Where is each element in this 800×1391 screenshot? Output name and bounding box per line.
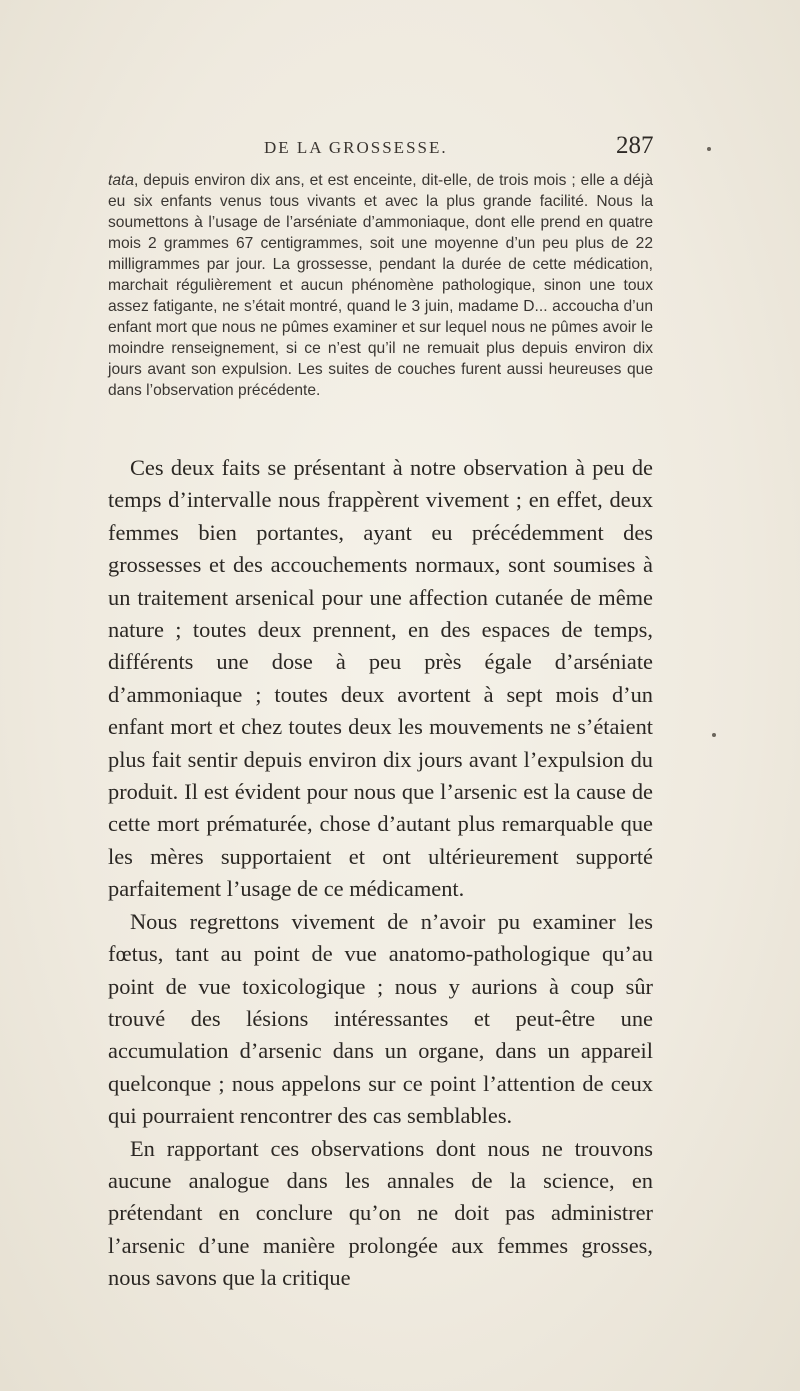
running-title: DE LA GROSSESSE. [264,138,448,157]
paragraph-critique: En rapportant ces observations dont nous ne trouvons aucune analogue dans les annales de la science, en prétendant en conclure qu’on ne doit pas administrer l’arsenic d’une manière prolongée aux femmes grosses, nous savons que la critique [108,1135,653,1291]
paragraph-conclusion: Ces deux faits se présentant à notre observation à peu de temps d’intervalle nous frappèrent vivement ; en effet, deux femmes bien portantes, ayant eu précédemment des grossesses et des accouchements normaux, sont soumises à un traitement arsenical pour une affection cutanée de même nature ; toutes deux prennent, en des espaces de temps, différents une dose à peu près égale d’arséniate d’ammoniaque ; toutes deux avortent à sept mois d’un enfant mort et chez toutes deux les mouvements ne s’étaient plus fait sentir depuis environ dix jours avant l’expulsion du produit. Il est évident pour nous que l’arsenic est la cause de cette mort prématurée, chose d’autant plus remarquable que les mères supportaient et ont ultérieurement supporté parfaitement l’usage de ce médicament. [108,455,653,902]
observation-text [108,170,653,401]
observation-paragraph [108,170,653,401]
main-text [108,452,653,1295]
paragraph-regret: Nous regrettons vivement de n’avoir pu examiner les fœtus, tant au point de vue anatomo-pathologique qu’au point de vue toxicologique ; nous y aurions à coup sûr trouvé des lésions intéressantes et peut-être une accumulation d’arsenic dans un organe, dans un appareil quelconque ; nous appelons sur ce point l’attention de ceux qui pourraient rencontrer des cas semblables. [108,908,653,1129]
paper-speck [712,733,716,737]
page-header [258,132,658,168]
observation-italic-lead: tata [108,172,135,189]
page-number: 287 [616,132,654,159]
paper-speck [707,147,711,151]
observation-body: , depuis environ dix ans, et est enceinte, dit-elle, de trois mois ; elle a déjà eu six enfants venus tous vivants et avec la plus grande facilité. Nous la soumettons à l’usage de l’arséniate d’ammoniaque, dont elle prend en quatre mois 2 grammes 67 centigrammes, soit une moyenne d’un peu plus de 22 milligrammes par jour. La grossesse, pendant la durée de cette médication, marchait régulièrement et aucun phénomène pathologique, sinon une toux assez fatigante, ne s’était montré, quand le 3 juin, madame D... accoucha d’un enfant mort que nous ne pûmes examiner et sur lequel nous ne pûmes avoir le moindre renseignement, si ce n’est qu’il ne remuait plus depuis environ dix jours avant son expulsion. Les suites de couches furent aussi heureuses que dans l’observation précédente. [108,172,653,399]
